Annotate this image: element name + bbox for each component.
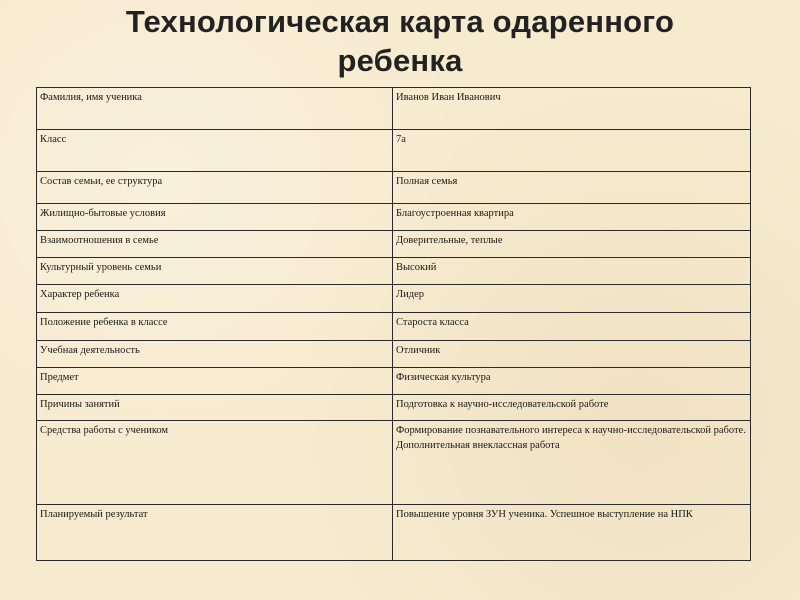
- table-row: [37, 421, 751, 505]
- row-value: Благоустроенная квартира: [393, 204, 751, 231]
- row-value: Высокий: [393, 258, 751, 285]
- row-value: Староста класса: [393, 313, 751, 341]
- row-label: Средства работы с учеником: [37, 421, 393, 505]
- row-value: Полная семья: [393, 172, 751, 204]
- row-label: Фамилия, имя ученика: [37, 88, 393, 130]
- row-label: Состав семьи, ее структура: [37, 172, 393, 204]
- row-value: Лидер: [393, 285, 751, 313]
- title-line-1: Технологическая карта одаренного: [125, 4, 675, 39]
- row-label: Класс: [37, 130, 393, 172]
- table-row: [37, 258, 751, 285]
- row-value: Формирование познавательного интереса к научно-исследовательской работе. Дополнительная внеклассная работа: [393, 421, 751, 505]
- table-row: [37, 368, 751, 395]
- page-title: [0, 2, 800, 80]
- row-value: 7а: [393, 130, 751, 172]
- technology-card-table: [36, 87, 751, 561]
- row-value: Отличник: [393, 341, 751, 368]
- row-label: Характер ребенка: [37, 285, 393, 313]
- table-row: [37, 313, 751, 341]
- row-label: Предмет: [37, 368, 393, 395]
- table-row: [37, 130, 751, 172]
- title-line-2: ребенка: [337, 43, 463, 78]
- table-row: [37, 204, 751, 231]
- row-label: Положение ребенка в классе: [37, 313, 393, 341]
- row-value: Физическая культура: [393, 368, 751, 395]
- row-label: Взаимоотношения в семье: [37, 231, 393, 258]
- row-label: Причины занятий: [37, 395, 393, 421]
- table-row: [37, 231, 751, 258]
- table-row: [37, 285, 751, 313]
- row-label: Культурный уровень семьи: [37, 258, 393, 285]
- table-row: [37, 88, 751, 130]
- table-row: [37, 395, 751, 421]
- row-value: Иванов Иван Иванович: [393, 88, 751, 130]
- row-value: Повышение уровня ЗУН ученика. Успешное выступление на НПК: [393, 505, 751, 561]
- row-value: Подготовка к научно-исследовательской работе: [393, 395, 751, 421]
- row-value: Доверительные, теплые: [393, 231, 751, 258]
- table-row: [37, 505, 751, 561]
- table-row: [37, 172, 751, 204]
- row-label: Планируемый результат: [37, 505, 393, 561]
- table-row: [37, 341, 751, 368]
- row-label: Жилищно-бытовые условия: [37, 204, 393, 231]
- row-label: Учебная деятельность: [37, 341, 393, 368]
